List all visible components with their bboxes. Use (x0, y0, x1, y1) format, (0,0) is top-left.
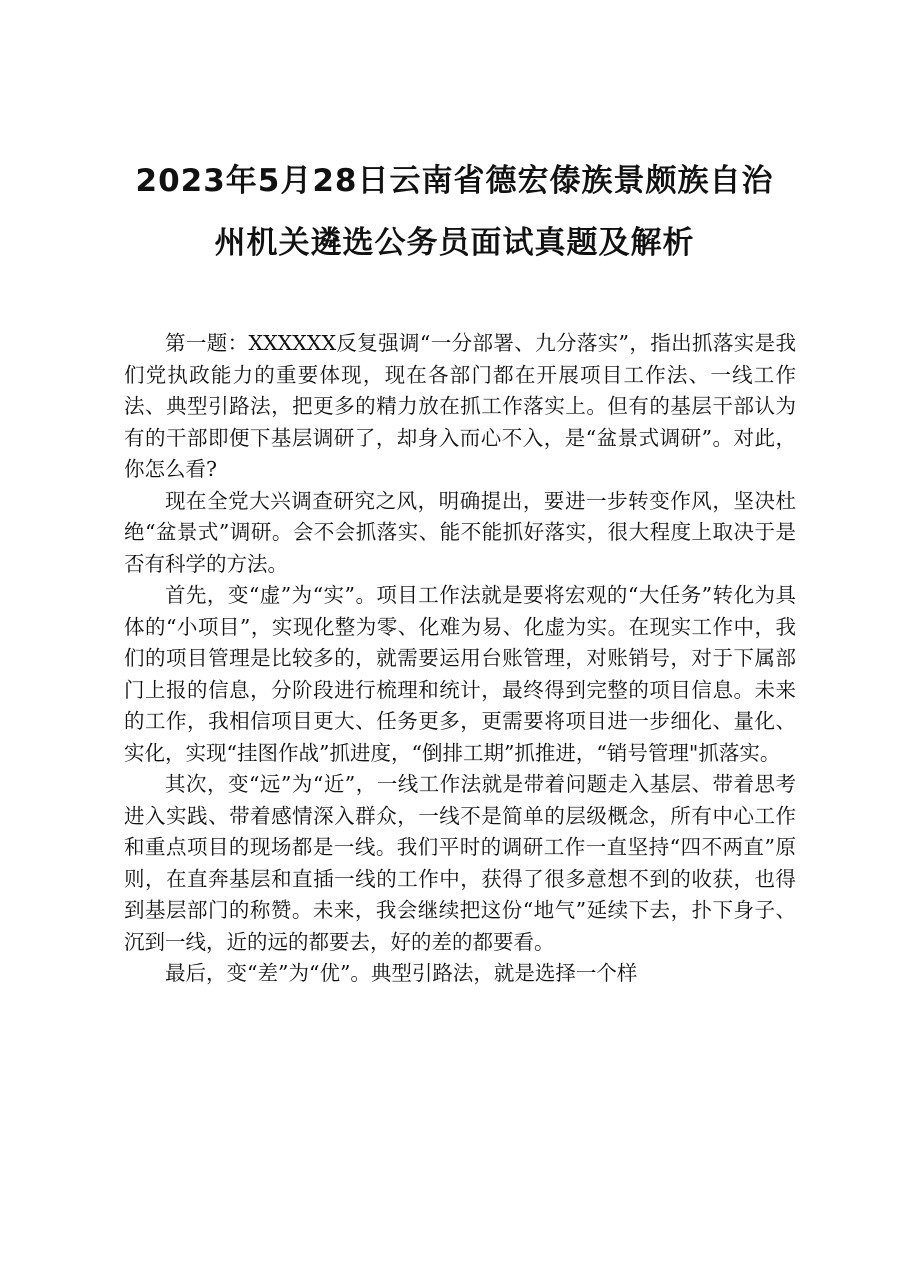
document-title (100, 150, 809, 274)
paragraph-third-point: 最后，变“差”为“优”。典型引路法，就是选择一个样 (165, 961, 638, 985)
paragraph-second-point: 其次，变“远”为“近”，一线工作法就是带着问题走入基层、带着思考进入实践、带着感情深入群众，一线不是简单的层级概念，所有中心工作和重点项目的现场都是一线。我们平时的调研工作一直坚持“四不两直”原则，在直奔基层和直插一线的工作中，获得了很多意想不到的收获，也得到基层部门的称赞。未来，我会继续把这份“地气”延续下去，扑下身子、沉到一线，近的远的都要去，好的差的都要看。 (124, 772, 796, 954)
title-line-2: 州机关遴选公务员面试真题及解析 (214, 225, 695, 261)
paragraph-first-point: 首先，变“虚”为“实”。项目工作法就是要将宏观的“大任务”转化为具体的“小项目”，实现化整为零、化难为易、化虚为实。在现实工作中，我们的项目管理是比较多的，就需要运用台账管理，对账销号，对于下属部门上报的信息，分阶段进行梳理和统计，最终得到完整的项目信息。未来的工作，我相信项目更大、任务更多，更需要将项目进一步细化、量化、实化，实现“挂图作战”抓进度，“倒排工期”抓推进，“销号管理"抓落实。 (124, 583, 796, 765)
title-line-1: 2023年5月28日云南省德宏傣族景颇族自治 (135, 163, 774, 199)
paragraph-question: 第一题：XXXXXX反复强调“一分部署、九分落实”，指出抓落实是我们党执政能力的重要体现，现在各部门都在开展项目工作法、一线工作法、典型引路法，把更多的精力放在抓工作落实上。但有的基层干部认为有的干部即便下基层调研了，却身入而心不入，是“盆景式调研”。对此，你怎么看? (124, 331, 796, 481)
paragraph-intro: 现在全党大兴调查研究之风，明确提出，要进一步转变作风，坚决杜绝“盆景式”调研。会不会抓落实、能不能抓好落实，很大程度上取决于是否有科学的方法。 (124, 488, 796, 576)
document-body (124, 328, 796, 990)
